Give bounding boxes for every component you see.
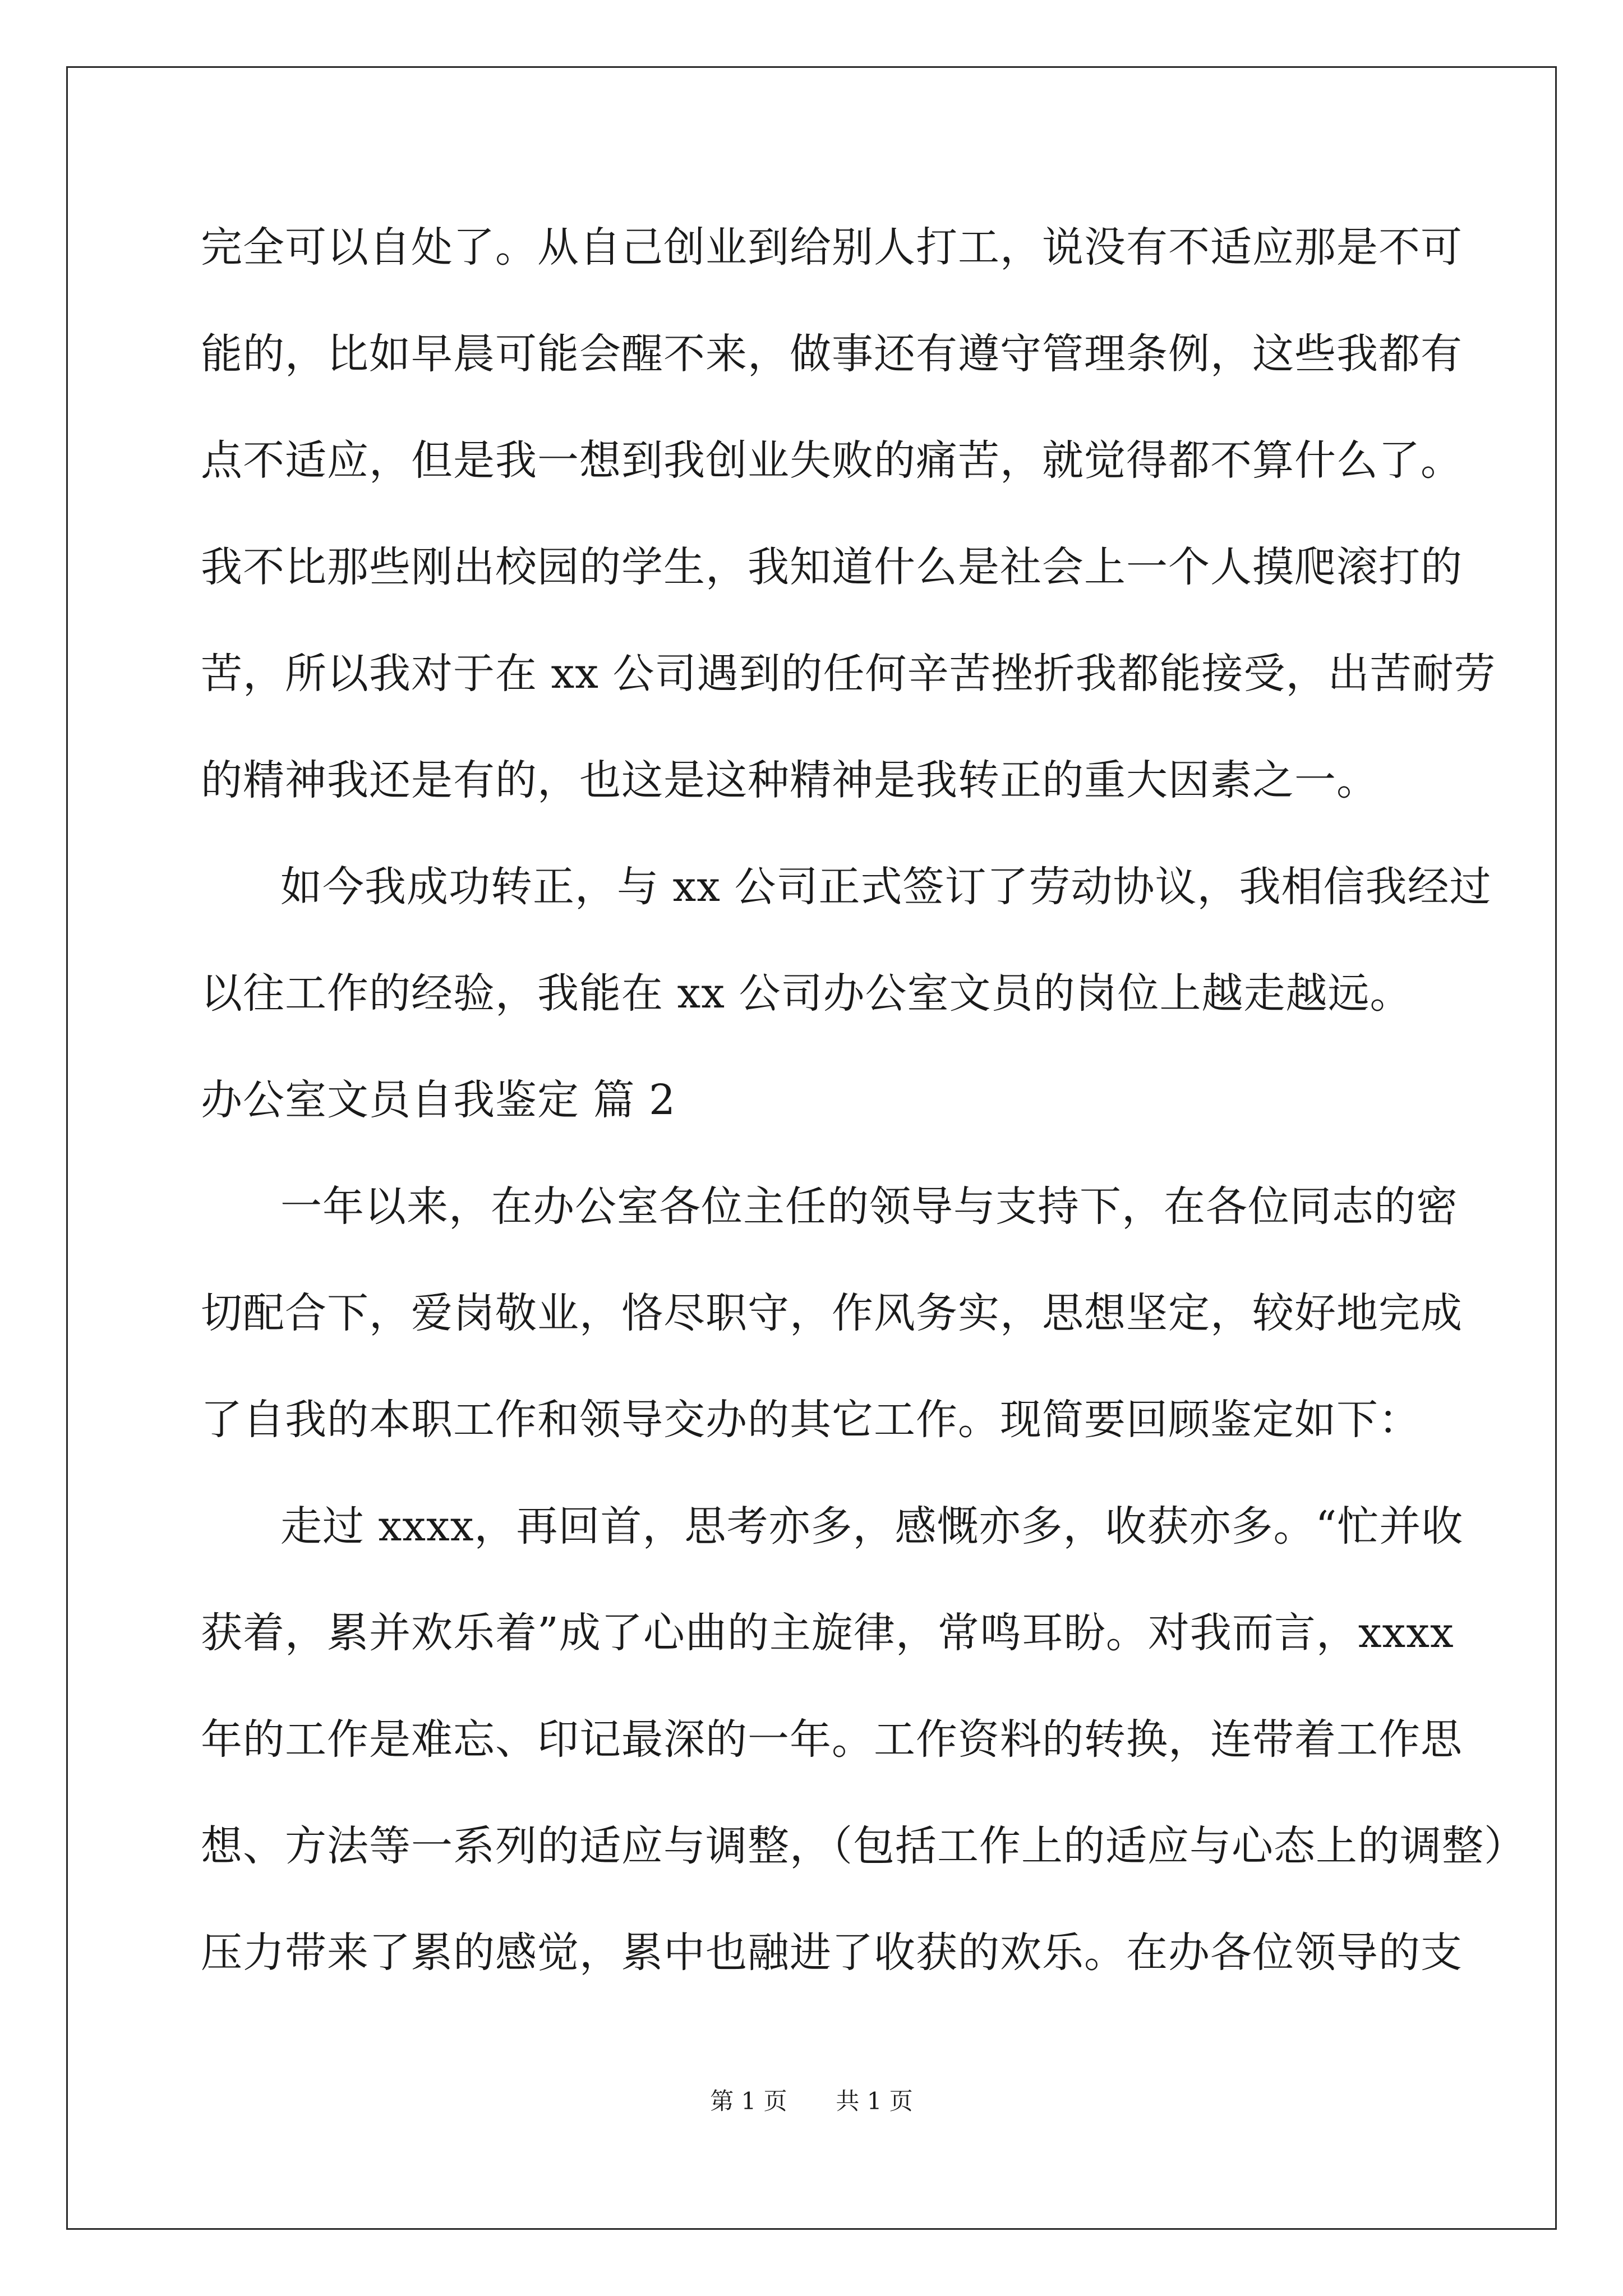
page-total: 共 1 页 xyxy=(836,2087,913,2115)
body-line: 我不比那些刚出校园的学生，我知道什么是社会上一个人摸爬滚打的 xyxy=(201,543,1463,591)
body-line: 压力带来了累的感觉，累中也融进了收获的欢乐。在办各位领导的支 xyxy=(201,1929,1463,1977)
body-line: 一年以来，在办公室各位主任的领导与支持下，在各位同志的密 xyxy=(280,1182,1458,1231)
body-line: 年的工作是难忘、印记最深的一年。工作资料的转换，连带着工作思 xyxy=(201,1715,1463,1764)
body-line: 获着，累并欢乐着”成了心曲的主旋律，常鸣耳盼。对我而言，xxxx xyxy=(201,1609,1454,1657)
body-line: 点不适应，但是我一想到我创业失败的痛苦，就觉得都不算什么了。 xyxy=(201,436,1463,485)
body-line: 以往工作的经验，我能在 xx 公司办公室文员的岗位上越走越远。 xyxy=(201,969,1412,1018)
body-line: 想、方法等一系列的适应与调整，（包括工作上的适应与心态上的调整） xyxy=(201,1822,1526,1870)
body-line: 完全可以自处了。从自己创业到给别人打工，说没有不适应那是不可 xyxy=(201,223,1463,272)
body-line: 的精神我还是有的，也这是这种精神是我转正的重大因素之一。 xyxy=(201,756,1378,804)
page-number: 第 1 页 xyxy=(710,2087,787,2115)
page-border xyxy=(66,66,1557,2230)
body-line: 切配合下，爱岗敬业，恪尽职守，作风务实，思想坚定，较好地完成 xyxy=(201,1289,1463,1337)
body-line: 如今我成功转正，与 xx 公司正式签订了劳动协议，我相信我经过 xyxy=(280,863,1492,911)
section-heading: 办公室文员自我鉴定 篇 2 xyxy=(201,1076,676,1124)
body-line: 苦，所以我对于在 xx 公司遇到的任何辛苦挫折我都能接受，出苦耐劳 xyxy=(201,650,1496,698)
body-line: 走过 xxxx，再回首，思考亦多，感慨亦多，收获亦多。“忙并收 xyxy=(280,1502,1464,1550)
body-line: 了自我的本职工作和领导交办的其它工作。现简要回顾鉴定如下： xyxy=(201,1396,1421,1444)
body-line: 能的，比如早晨可能会醒不来，做事还有遵守管理条例，这些我都有 xyxy=(201,330,1463,378)
page-footer xyxy=(0,2085,1623,2118)
